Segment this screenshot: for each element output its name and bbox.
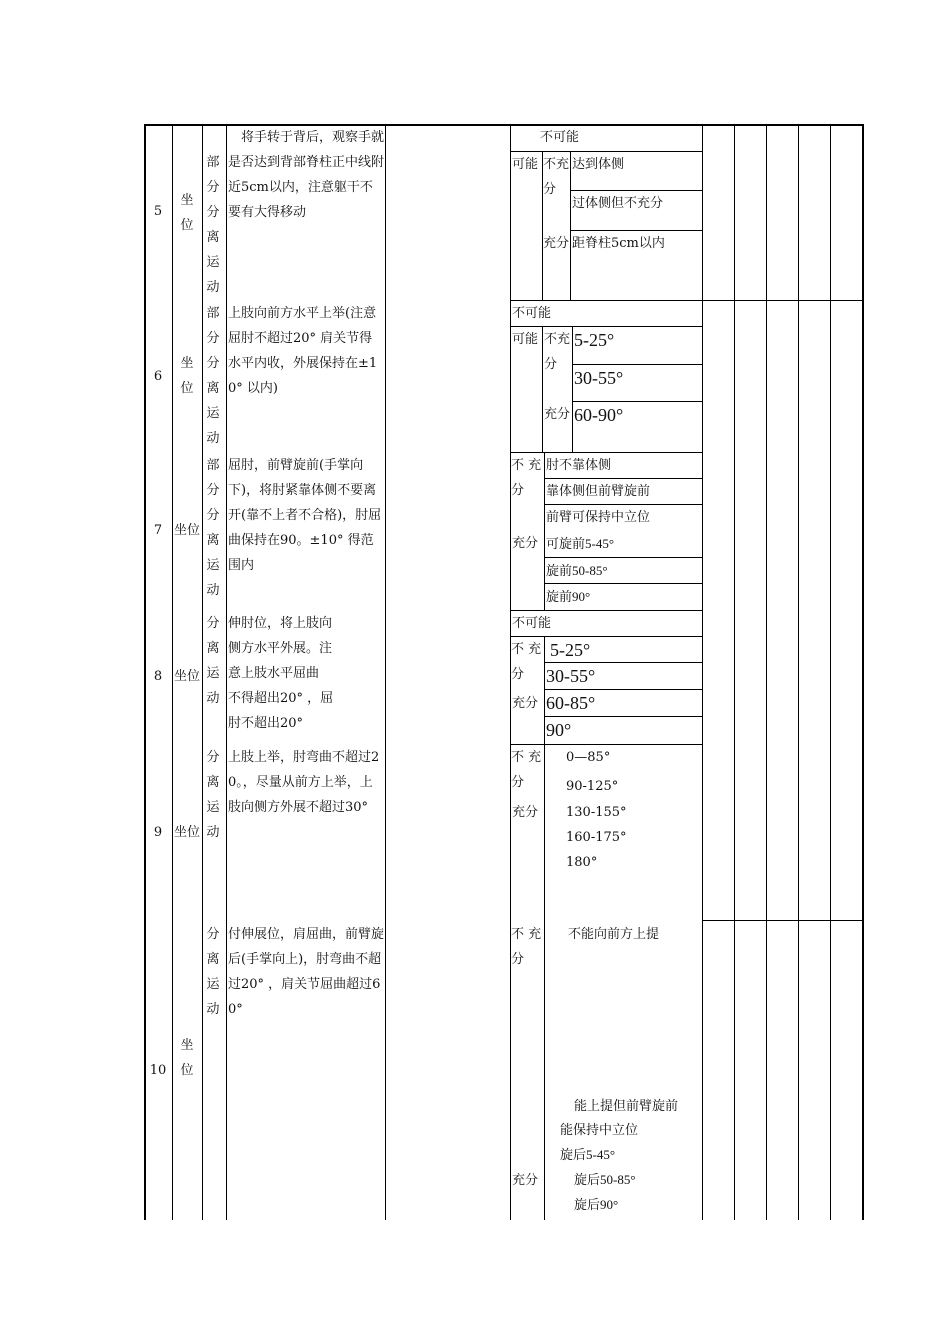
item-description: 付伸展位，肩屈曲，前臂旋后(手掌向上)，肘弯曲不超过20° ，肩关节屈曲超过60° xyxy=(228,927,385,1017)
grade-level: 5-25° xyxy=(574,330,615,350)
grade-level: 0—85° xyxy=(566,750,611,765)
grade-level: 距脊柱5cm以内 xyxy=(572,236,665,251)
category-label: 部分分离运动 xyxy=(206,306,220,446)
row-separator xyxy=(702,920,864,921)
item-description-line: 不得超出20° ，屈 xyxy=(228,691,334,706)
grade-level: 可旋前5-45° xyxy=(546,536,615,551)
row-separator xyxy=(702,300,864,301)
row-number: 9 xyxy=(153,825,163,840)
item-description-line: 伸肘位，将上肢向 xyxy=(228,616,333,631)
grid-line xyxy=(544,744,545,1220)
grade-level: 前臂可保持中立位 xyxy=(546,510,651,525)
posture-label: 坐位 xyxy=(174,825,201,840)
item-description: 上肢向前方水平上举(注意屈肘不超过20° 肩关节得水平内收，外展保持在±10° 以内) xyxy=(228,306,378,396)
grade-sufficient: 充分 xyxy=(543,236,570,251)
posture-label: 坐位 xyxy=(180,193,194,233)
item-description: 屈肘，前臂旋前(手掌向下)，将肘紧靠体侧不要离开(靠不上者不合格)，肘屈曲保持在90。±10° 得范围内 xyxy=(228,458,382,573)
grade-impossible: 不可能 xyxy=(512,616,552,631)
grade-level: 60-90° xyxy=(574,405,624,425)
posture-label: 坐位 xyxy=(174,523,201,538)
grid-line xyxy=(544,452,545,610)
grid-line xyxy=(542,326,543,452)
grid-line xyxy=(510,326,702,327)
grade-level: 5-25° xyxy=(550,640,591,660)
grade-insufficient: 不 充分 xyxy=(511,750,542,790)
category-label: 分离运动 xyxy=(206,927,220,1017)
grade-level: 能上提但前臂旋前 xyxy=(574,1099,679,1114)
grade-level: 90-125° xyxy=(566,779,619,794)
col-divider xyxy=(385,124,386,1220)
category-label: 分离运动 xyxy=(206,750,220,840)
grade-sufficient: 充分 xyxy=(512,536,539,551)
grade-insufficient: 不充分 xyxy=(544,332,571,372)
grade-insufficient: 不 充分 xyxy=(511,927,542,967)
grade-level: 旋后5-45° xyxy=(560,1147,616,1162)
grid-line xyxy=(572,401,702,402)
grade-level: 30-55° xyxy=(546,666,596,686)
grade-level: 旋后90° xyxy=(574,1197,619,1212)
row-number: 10 xyxy=(149,1063,167,1078)
grade-level: 靠体侧但前臂旋前 xyxy=(546,484,651,499)
grade-level: 肘不靠体侧 xyxy=(546,458,612,473)
col-divider xyxy=(226,124,227,1220)
grade-insufficient: 不充分 xyxy=(543,157,570,197)
grade-insufficient: 不 充分 xyxy=(511,458,542,498)
grid-line xyxy=(544,689,702,690)
item-description: 上肢上举，肘弯曲不超过20。，尽量从前方上举，上肢向侧方外展不超过30° xyxy=(228,750,380,815)
grade-possible: 可能 xyxy=(512,332,539,347)
category-label: 部分分离运动 xyxy=(206,458,220,598)
category-label: 分离运动 xyxy=(206,616,220,706)
grade-sufficient: 充分 xyxy=(544,407,571,422)
grade-level: 160-175° xyxy=(566,830,627,845)
row-number: 7 xyxy=(153,523,163,538)
table-right-border xyxy=(862,124,864,1220)
category-label: 部分分离运动 xyxy=(206,155,220,295)
grade-sufficient: 充分 xyxy=(512,805,539,820)
grade-sufficient: 充分 xyxy=(512,1173,539,1188)
grade-possible: 可能 xyxy=(512,157,539,172)
posture-label: 坐位 xyxy=(174,669,201,684)
grid-line xyxy=(570,151,571,300)
grid-line xyxy=(572,326,573,452)
grade-level: 旋前50-85° xyxy=(546,563,608,578)
grid-line xyxy=(544,636,545,744)
grade-level: 180° xyxy=(566,855,598,870)
col-divider xyxy=(702,124,703,1220)
grade-level: 130-155° xyxy=(566,805,627,820)
grade-level: 90° xyxy=(546,720,572,740)
col-divider xyxy=(830,124,831,1220)
item-description-line: 肘不超出20° xyxy=(228,716,304,731)
item-description-line: 侧方水平外展。注 xyxy=(228,641,333,656)
col-divider xyxy=(734,124,735,1220)
col-divider xyxy=(172,124,173,1220)
grade-level: 不能向前方上提 xyxy=(568,927,660,942)
grade-level: 达到体侧 xyxy=(572,157,625,172)
grade-level: 旋后50-85° xyxy=(574,1172,636,1187)
grade-level: 30-55° xyxy=(574,368,624,388)
grade-level: 旋前90° xyxy=(546,589,591,604)
grade-level: 60-85° xyxy=(546,693,596,713)
col-divider xyxy=(766,124,767,1220)
grade-impossible: 不可能 xyxy=(540,130,580,145)
row-number: 6 xyxy=(153,369,163,384)
grade-level: 过体侧但不充分 xyxy=(572,196,664,211)
grid-line xyxy=(572,364,702,365)
col-divider xyxy=(798,124,799,1220)
grid-line xyxy=(544,716,702,717)
row-number: 8 xyxy=(153,669,163,684)
grade-sufficient: 充分 xyxy=(512,696,539,711)
row-number: 5 xyxy=(153,204,163,219)
posture-label: 坐位 xyxy=(180,1038,194,1078)
posture-label: 坐位 xyxy=(180,356,194,396)
grade-level: 能保持中立位 xyxy=(560,1123,639,1138)
item-description: 将手转于背后，观察手就是否达到背部脊柱正中线附近5cm以内，注意躯干不要有大得移动 xyxy=(228,130,385,220)
item-description-line: 意上肢水平屈曲 xyxy=(228,666,320,681)
grade-impossible: 不可能 xyxy=(512,306,552,321)
grade-insufficient: 不 充分 xyxy=(511,642,542,682)
